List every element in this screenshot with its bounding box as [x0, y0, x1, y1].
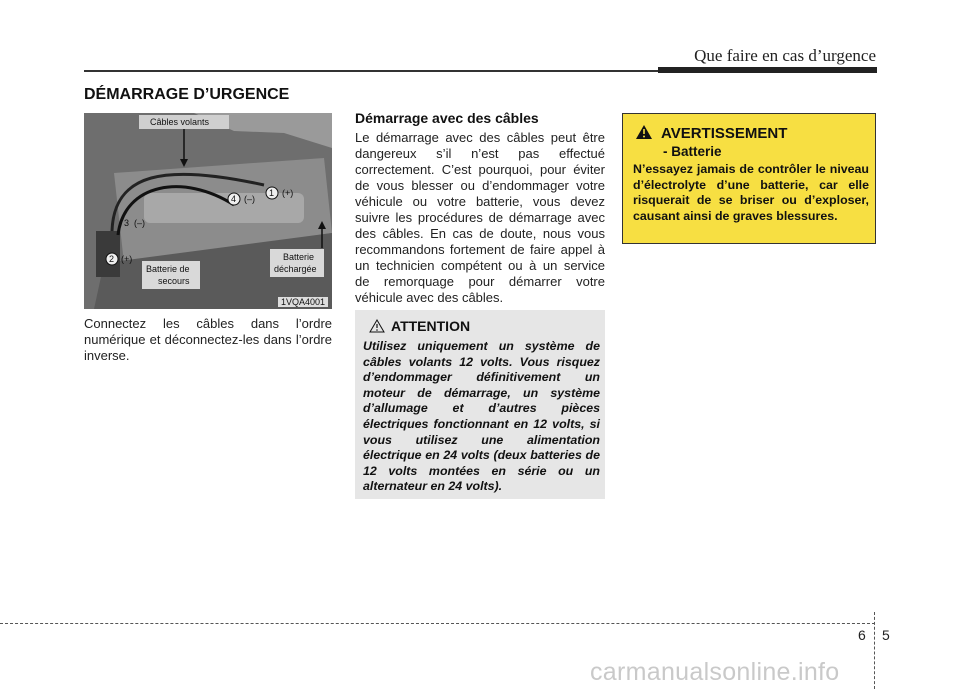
attention-box	[355, 310, 605, 499]
warning-triangle-icon	[635, 124, 653, 140]
warning-title: AVERTISSEMENT	[661, 125, 788, 142]
caution-triangle-icon	[369, 319, 385, 333]
svg-text:1: 1	[269, 188, 275, 198]
left-instruction: Connectez les câbles dans l’ordre numérique et déconnectez-les dans l’ordre inverse.	[84, 316, 332, 363]
engine-bay-illustration	[84, 113, 332, 309]
header-accent-bar	[658, 67, 877, 73]
svg-text:2: 2	[109, 254, 115, 264]
middle-body: Le démarrage avec des câbles peut être dangereux s’il n’est pas effectué correctement. C’est pourquoi, pour éviter de vous blesser ou d’endommager votre véhicule ou votre batterie, vous devez suivre les procédures de démarrage avec des câbles. En cas de doute, nous vous recommandons fortement de faire appel à un technicien compétent ou à un service de remorquage pour démarrer votre véhicule avec des câbles.	[355, 130, 605, 305]
page-number: 5	[882, 627, 890, 643]
warning-body: N’essayez jamais de contrôler le niveau d’électrolyte d’une batterie, car elle risquerait de se briser ou d’exploser, causant ainsi de graves blessures.	[633, 162, 869, 223]
chapter-number: 6	[858, 627, 866, 643]
watermark: carmanualsonline.info	[590, 658, 840, 686]
attention-body: Utilisez uniquement un système de câbles volants 12 volts. Vous risquez d’endommager définitivement un moteur de démarrage, un système d’allumage et d’autres pièces électriques fonctionnant en 12 volts, si vous utilisez une alimentation électrique en 24 volts (deux batteries de 12 volts montées en série ou un alternateur en 24 volts).	[363, 339, 600, 494]
label-cables: Câbles volants	[150, 117, 210, 127]
warning-subtitle: - Batterie	[663, 144, 722, 159]
svg-text:(+): (+)	[121, 254, 133, 264]
label-backup-battery: Batterie de	[146, 264, 190, 274]
svg-text:4: 4	[231, 194, 237, 204]
svg-text:(–): (–)	[134, 218, 145, 228]
svg-text:(–): (–)	[244, 194, 255, 204]
figure-code: 1VQA4001	[278, 297, 328, 307]
header-title: Que faire en cas d’urgence	[694, 46, 876, 65]
warning-box	[622, 113, 876, 244]
svg-text:3: 3	[124, 218, 130, 228]
jump-start-figure	[84, 113, 332, 309]
svg-text:(+): (+)	[282, 188, 294, 198]
attention-title: ATTENTION	[391, 318, 471, 334]
section-title: DÉMARRAGE D’URGENCE	[84, 86, 290, 103]
svg-text:secours: secours	[158, 276, 190, 286]
footer-divider	[874, 612, 876, 689]
svg-text:déchargée: déchargée	[274, 264, 317, 274]
footer-rule	[0, 623, 875, 624]
middle-title: Démarrage avec des câbles	[355, 110, 539, 126]
label-dead-battery: Batterie	[283, 252, 315, 262]
